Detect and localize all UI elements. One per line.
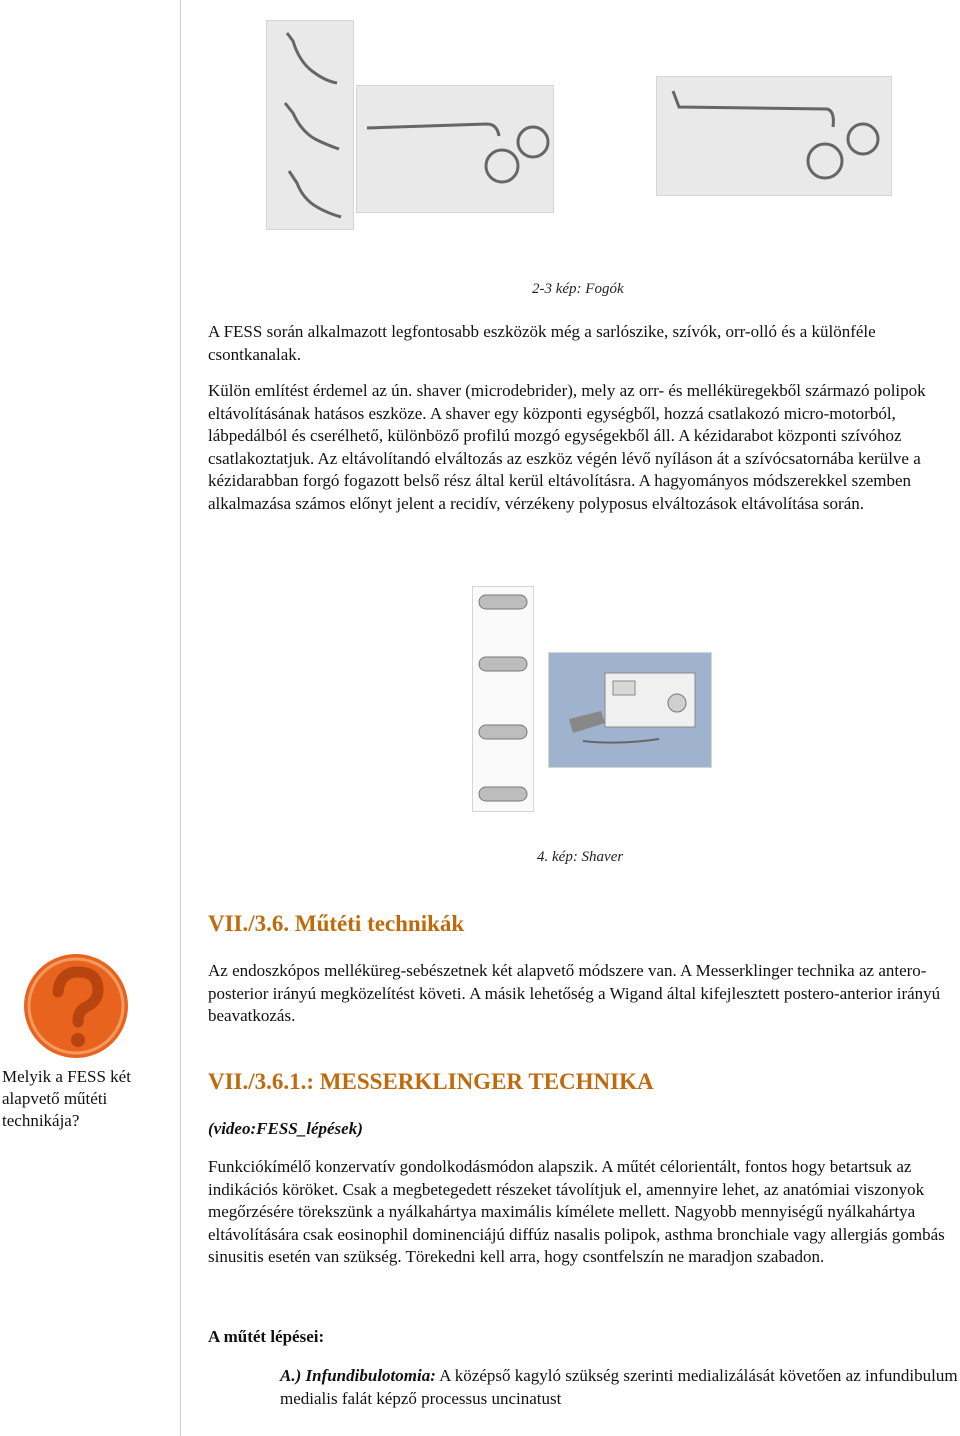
paragraph-shaver: Külön említést érdemel az ún. shaver (microdebrider), mely az orr- és melléküregekből származó polipok eltávolításának hatásos eszköze. A shaver egy központi egységből, hozzá csatlakozó micro-motorból, lábpedálból és cserélhető, különböző profilú mozgó egységekből áll. A kézidarabot központi szívóhoz csatlakoztatjuk. Az eltávolítandó elváltozás az eszköz végén lévő nyíláson át a szívócsatornába kerülve a kézidarabban forgó fogazott belső rész által kerül eltávolításra. A hagyományos módszerekkel szemben alkalmazása számos előnyt jelent a recidív, vérzékeny polyposus elváltozások eltávolítása során. (208, 381, 926, 513)
sidebar-question: Melyik a FESS két alapvető műtéti technikája? (2, 1067, 131, 1130)
video-link[interactable]: (video:FESS_lépések) (208, 1119, 363, 1138)
step-a-text: A középső kagyló szükség szerinti medializálását követően az infundibulum medialis falát képző processus uncinatust (280, 1366, 958, 1408)
forceps-tips-image (266, 20, 354, 230)
caption-fogok: 2-3 kép: Fogók (532, 281, 624, 297)
paragraph-messerklinger: Funkciókímélő konzervatív gondolkodásmódon alapszik. A műtét célorientált, fontos hogy betartsuk az indikációs köröket. Csak a megbetegedett részeket távolítjuk el, amennyire lehet, az anatómiai viszonyok megőrzésére törekszünk a nyálkahártya maximális kímélete mellett. Nagyobb mennyiségű nyálkahártya eltávolítására csak eosinophil dominenciájú diffúz nasalis polipok, asthma bronchiale vagy allergiás gombás sinusitis esetén van szükség. Törekedni kell arra, hogy csontfelszín ne maradjon szabadon. (208, 1157, 945, 1267)
column-divider (180, 0, 181, 1436)
step-a-label: A.) Infundibulotomia: (280, 1366, 436, 1385)
paragraph-methods: Az endoszkópos melléküreg-sebészetnek két alapvető módszere van. A Messerklinger technika az antero-posterior irányú megközelítést követi. A másik lehetőség a Wigand által kifejlesztett postero-anterior irányú beavatkozás. (208, 961, 941, 1026)
forceps-image (356, 85, 554, 213)
caption-shaver: 4. kép: Shaver (537, 849, 624, 865)
section-heading: VII./3.6. Műtéti technikák (208, 911, 465, 936)
shaver-console-image (548, 652, 712, 768)
forceps-long-image (656, 76, 892, 196)
steps-heading: A műtét lépései: (208, 1327, 325, 1346)
step-a (280, 1365, 960, 1410)
paragraph-instruments: A FESS során alkalmazott legfontosabb eszközök még a sarlószike, szívók, orr-olló és a különféle csontkanalak. (208, 322, 876, 364)
subsection-heading: VII./3.6.1.: MESSERKLINGER TECHNIKA (208, 1069, 654, 1094)
shaver-blades-image (472, 586, 534, 812)
question-mark-icon (22, 952, 130, 1060)
